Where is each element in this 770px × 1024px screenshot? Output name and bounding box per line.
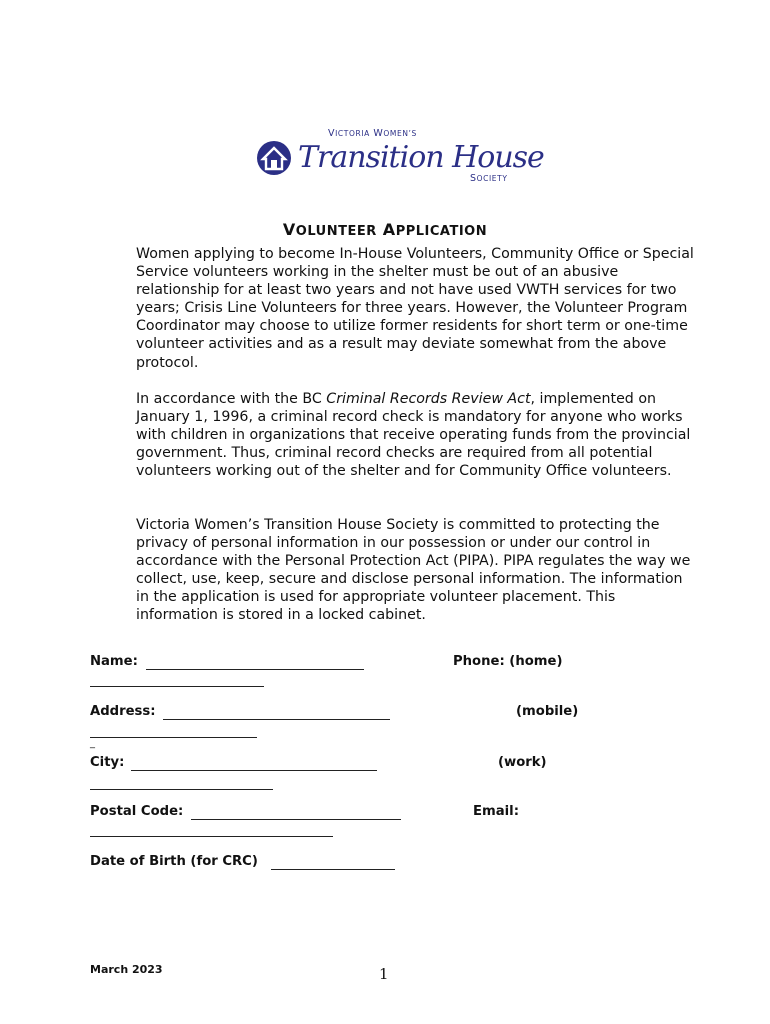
society-logo bbox=[256, 126, 544, 188]
house-emblem-icon bbox=[256, 138, 292, 178]
name-field-continuation[interactable] bbox=[90, 686, 264, 687]
stray-underscore: _ bbox=[90, 738, 95, 749]
date-of-birth-field[interactable] bbox=[271, 869, 395, 870]
name-field[interactable] bbox=[146, 669, 364, 670]
phone-home-label: Phone: (home) bbox=[453, 654, 563, 669]
footer-date: March 2023 bbox=[90, 963, 163, 976]
logo-top-text: VICTORIA WOMEN’S bbox=[328, 128, 417, 139]
phone-work-label: (work) bbox=[498, 755, 547, 770]
criminal-record-paragraph: In accordance with the BC Criminal Records Review Act, implemented on January 1, 1996, a criminal record check is mandatory for anyone who works with children in organizations that receive operating funds from the provincial government. Thus, criminal record checks are required from all potential volunteers working out of the shelter and for Community Office volunteers. bbox=[136, 391, 691, 480]
date-of-birth-label: Date of Birth (for CRC) bbox=[90, 854, 258, 869]
page-number: 1 bbox=[379, 965, 389, 983]
privacy-paragraph: Victoria Women’s Transition House Society is committed to protecting the privacy of personal information in our possession or under our control in accordance with the Personal Protection Act (PIPA). PIPA regulates the way we collect, use, keep, secure and disclose personal information. The information in the application is used for appropriate volunteer placement. This information is stored in a locked cabinet. bbox=[136, 517, 691, 624]
postal-code-field-continuation[interactable] bbox=[90, 836, 333, 837]
address-field[interactable] bbox=[163, 719, 390, 720]
address-label: Address: bbox=[90, 704, 156, 719]
name-label: Name: bbox=[90, 654, 138, 669]
phone-mobile-label: (mobile) bbox=[516, 704, 579, 719]
postal-code-label: Postal Code: bbox=[90, 804, 184, 819]
address-field-continuation[interactable] bbox=[90, 737, 257, 738]
postal-code-field[interactable] bbox=[191, 819, 401, 820]
email-label: Email: bbox=[473, 804, 519, 819]
city-field[interactable] bbox=[131, 770, 377, 771]
page-title: VOLUNTEER APPLICATION bbox=[282, 220, 488, 239]
city-field-continuation[interactable] bbox=[90, 789, 273, 790]
eligibility-paragraph: Women applying to become In-House Volunteers, Community Office or Special Service volunteers working in the shelter must be out of an abusive relationship for at least two years and not have used VWTH services for two years; Crisis Line Volunteers for three years. However, the Volunteer Program Coordinator may choose to utilize former residents for short term or one-time volunteer activities and as a result may deviate somewhat from the above protocol. bbox=[136, 246, 694, 371]
logo-main-text: Transition House bbox=[298, 140, 544, 175]
logo-bottom-text: SOCIETY bbox=[470, 173, 508, 184]
city-label: City: bbox=[90, 755, 125, 770]
